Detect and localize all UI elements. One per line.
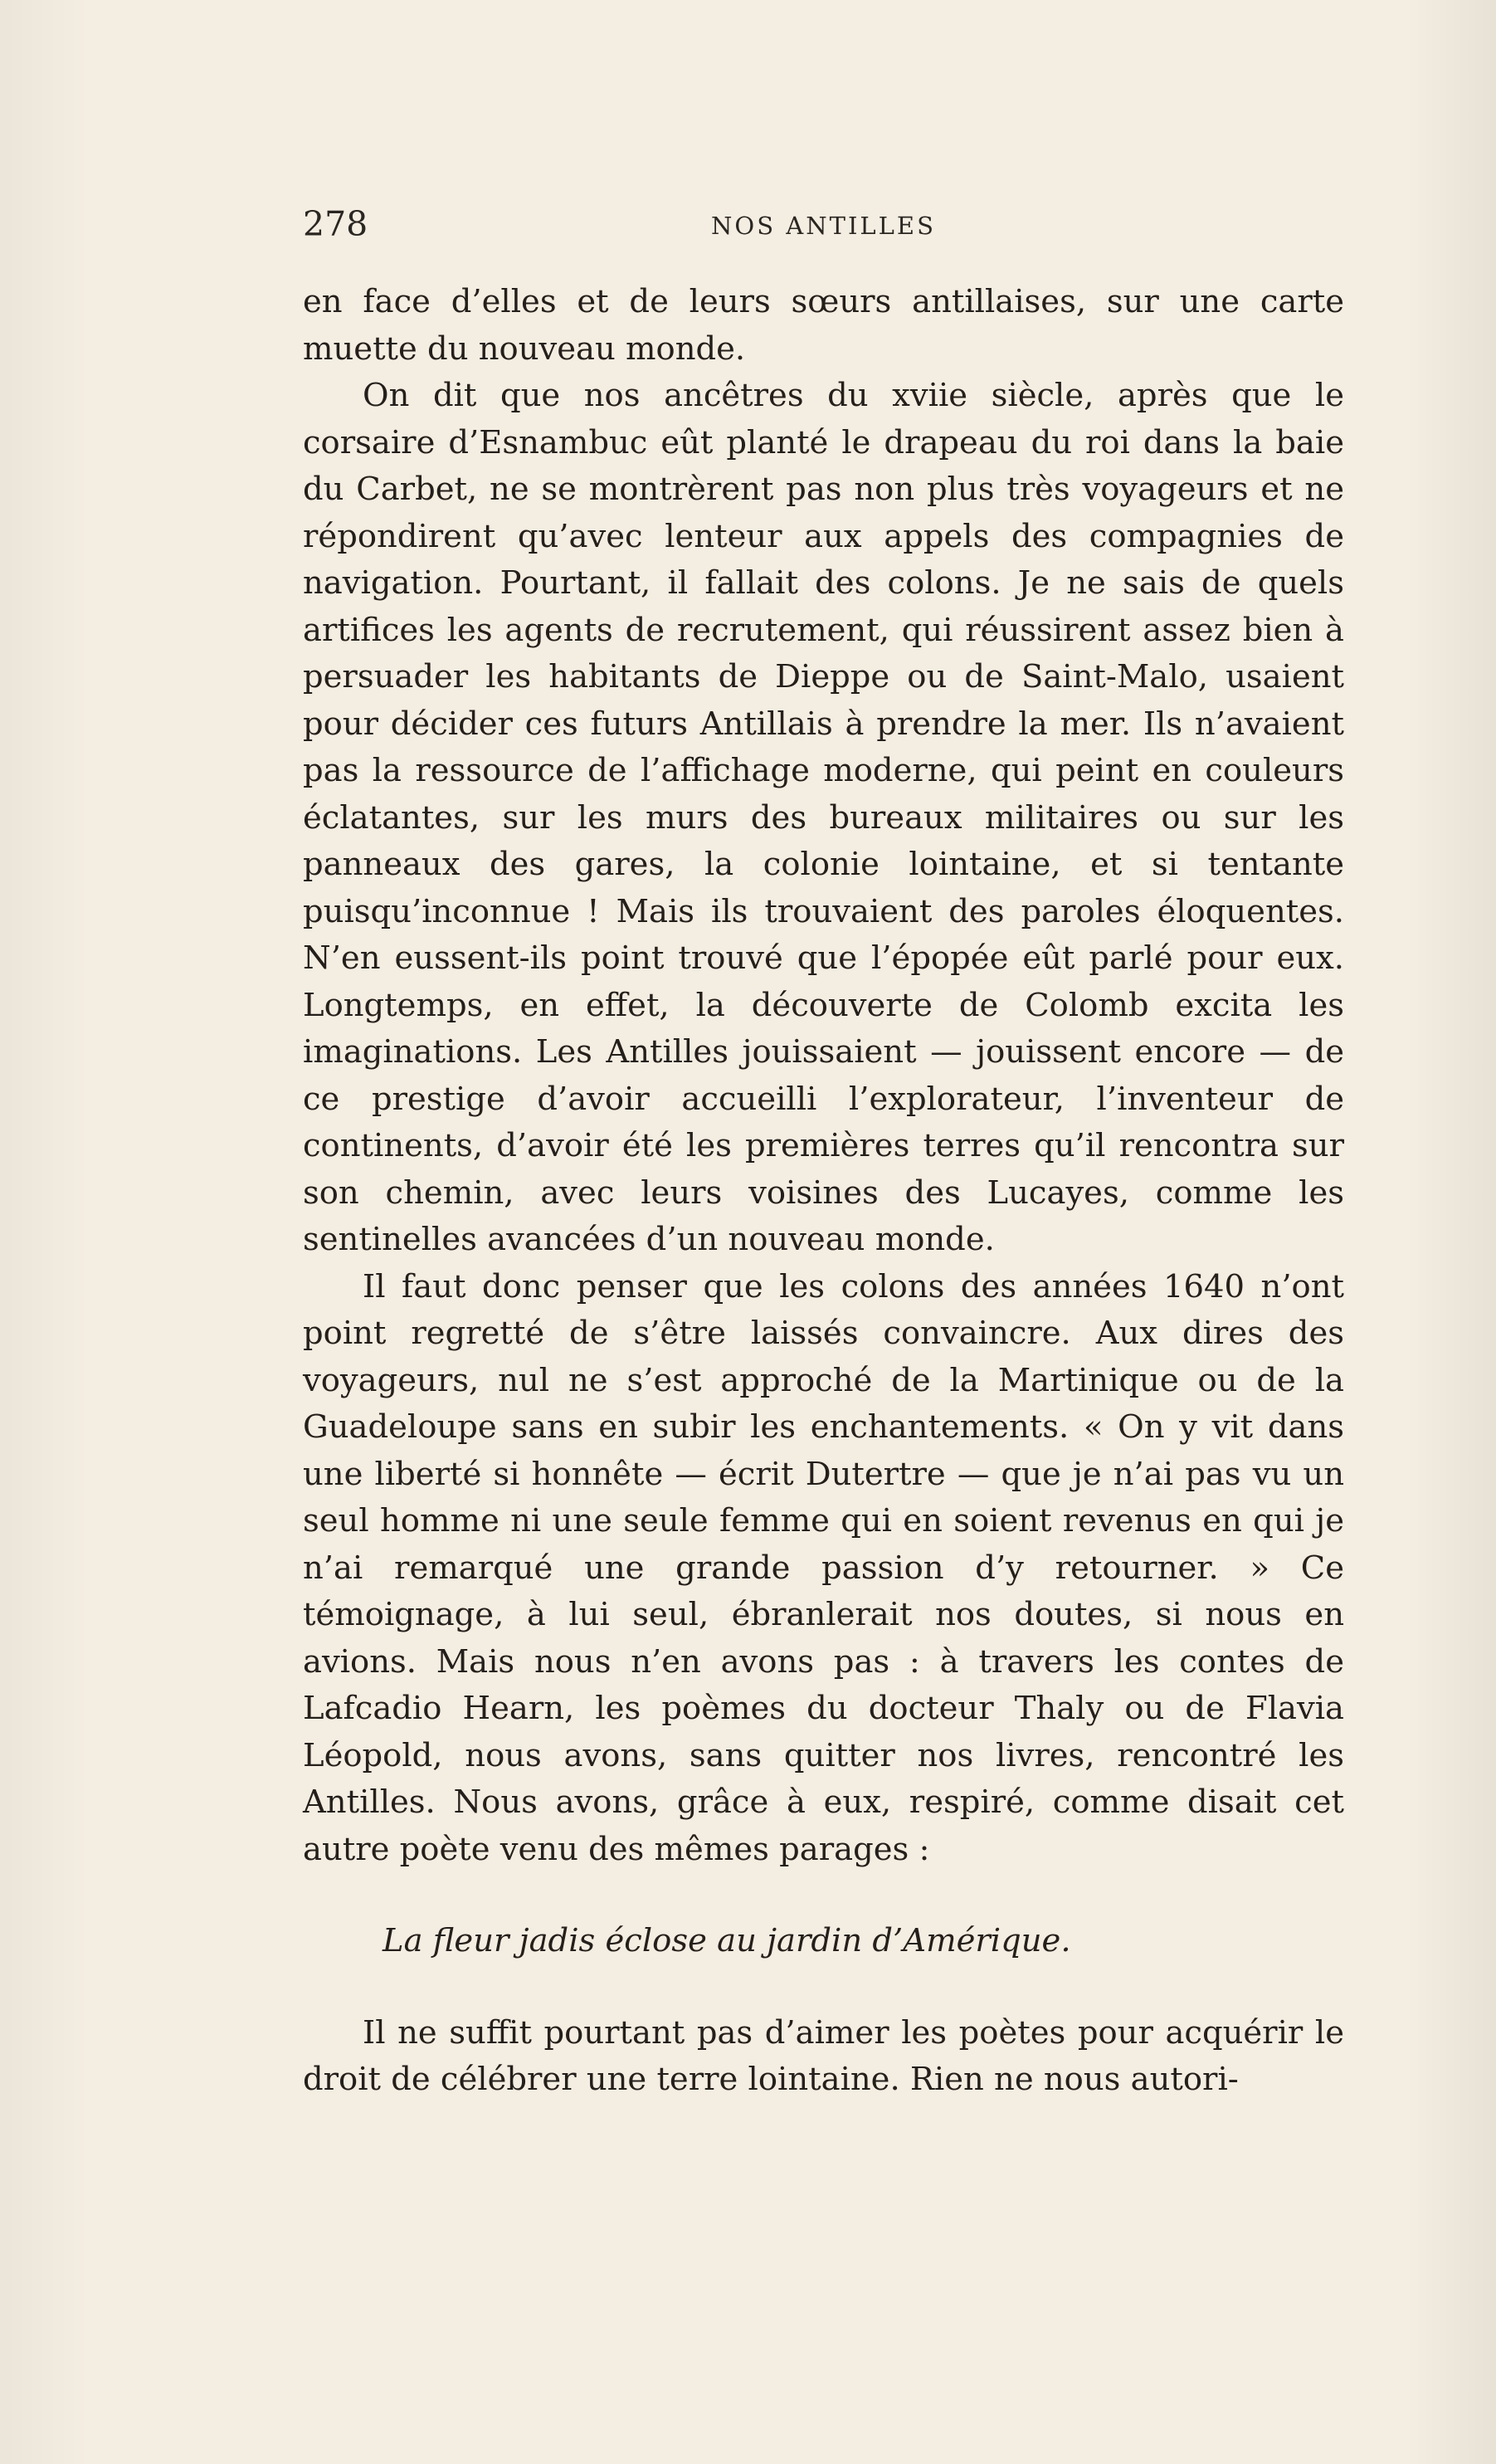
running-title: NOS ANTILLES bbox=[711, 212, 936, 240]
verse-quotation: La fleur jadis éclose au jardin d’Amérique. bbox=[383, 1922, 1071, 1959]
body-text bbox=[303, 279, 1344, 2104]
page-header bbox=[303, 199, 1344, 249]
paragraph-colonists: Il faut donc penser que les colons des années 1640 n’ont point regretté de s’être laissés convaincre. Aux dires des voyageurs, nul ne s’est approché de la Martinique ou de la Guadeloupe sans en subir les enchantements. « On y vit dans une liberté si honnête — écrit Dutertre — que je n’ai pas vu un seul homme ni une seule femme qui en soient revenus en qui je n’ai remarqué une grande passion d’y retourner. » Ce témoignage, à lui seul, ébranlerait nos doutes, si nous en avions. Mais nous n’en avons pas : à travers les contes de Lafcadio Hearn, les poèmes du docteur Thaly ou de Flavia Léopold, nous avons, sans quitter nos livres, rencontré les Antilles. Nous avons, grâce à eux, respiré, comme disait cet autre poète venu des mêmes parages : bbox=[303, 1267, 1344, 1868]
paragraph-poets: Il ne suffit pourtant pas d’aimer les poètes pour acquérir le droit de célébrer une terre lointaine. Rien ne nous autori- bbox=[303, 2013, 1344, 2098]
page-number: 278 bbox=[303, 204, 368, 244]
paragraph-ancestors: On dit que nos ancêtres du xviie siècle, après que le corsaire d’Esnambuc eût planté le drapeau du roi dans la baie du Carbet, ne se montrèrent pas non plus très voyageurs et ne répondirent qu’avec lenteur aux appels des compagnies de navigation. Pourtant, il fallait des colons. Je ne sais de quels artifices les agents de recrutement, qui réussirent assez bien à persuader les habitants de Dieppe ou de Saint-Malo, usaient pour décider ces futurs Antillais à prendre la mer. Ils n’avaient pas la ressource de l’affichage moderne, qui peint en couleurs éclatantes, sur les murs des bureaux militaires ou sur les panneaux des gares, la colonie lointaine, et si tentante puisqu’inconnue ! Mais ils trouvaient des paroles éloquentes. N’en eussent-ils point trouvé que l’épopée eût parlé pour eux. Longtemps, en effet, la découverte de Colomb excita les imaginations. Les Antilles jouissaient — jouissent encore — de ce prestige d’avoir accueilli l’explorateur, l’inventeur de continents, d’avoir été les premières terres qu’il rencontra sur son chemin, avec leurs voisines des Lucayes, comme les sentinelles avancées d’un nouveau monde. bbox=[303, 377, 1344, 1258]
paragraph-continuation: en face d’elles et de leurs sœurs antillaises, sur une carte muette du nouveau monde. bbox=[303, 283, 1344, 368]
